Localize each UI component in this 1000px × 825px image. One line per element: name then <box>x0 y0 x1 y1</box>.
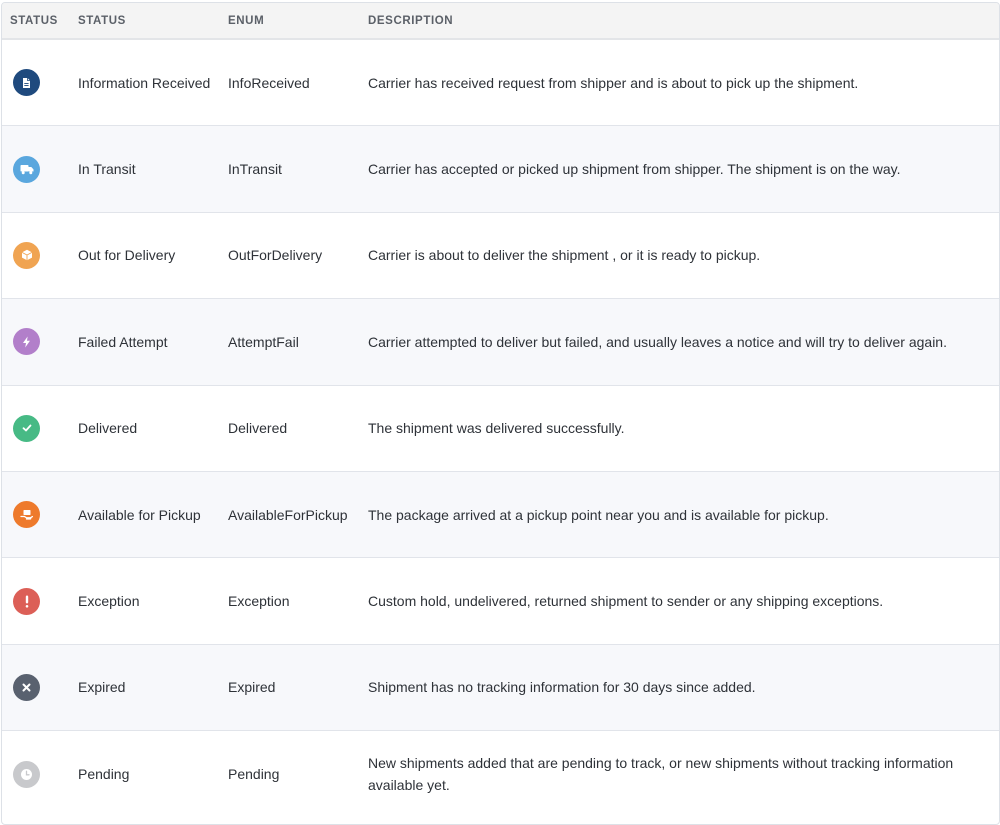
status-name: Delivered <box>78 420 138 437</box>
document-icon <box>13 69 40 96</box>
exclamation-icon <box>13 588 40 615</box>
status-name: Failed Attempt <box>78 333 168 350</box>
status-enum: AttemptFail <box>228 333 299 350</box>
status-description: Carrier is about to deliver the shipment , or it is ready to pickup. <box>368 247 761 264</box>
status-description: Carrier has received request from shipper and is about to pick up the shipment. <box>368 74 859 91</box>
status-enum: InfoReceived <box>228 74 310 91</box>
status-name: In Transit <box>78 161 136 178</box>
header-description: DESCRIPTION <box>368 14 454 27</box>
table-header <box>2 3 999 40</box>
status-enum: Exception <box>228 593 290 610</box>
pickup-icon <box>13 501 40 528</box>
status-name: Out for Delivery <box>78 247 176 264</box>
status-description: The shipment was delivered successfully. <box>368 420 625 437</box>
status-name: Available for Pickup <box>78 506 201 523</box>
status-table <box>1 2 1000 825</box>
table-row <box>2 299 999 385</box>
status-enum: Delivered <box>228 420 288 437</box>
table-row <box>2 40 999 126</box>
status-description: The package arrived at a pickup point near you and is available for pickup. <box>368 506 829 523</box>
lightning-icon <box>13 328 40 355</box>
header-enum: ENUM <box>228 14 265 27</box>
status-name: Information Received <box>78 74 211 91</box>
status-enum: InTransit <box>228 161 282 178</box>
check-icon <box>13 415 40 442</box>
status-icon-cell <box>2 501 68 528</box>
x-icon <box>13 674 40 701</box>
truck-icon <box>13 156 40 183</box>
status-enum: AvailableForPickup <box>228 506 348 523</box>
table-row <box>2 558 999 644</box>
table-row <box>2 213 999 299</box>
header-icon-status: STATUS <box>10 14 58 27</box>
table-row <box>2 386 999 472</box>
status-icon-cell <box>2 415 68 442</box>
status-description: Carrier has accepted or picked up shipment from shipper. The shipment is on the way. <box>368 161 901 178</box>
status-description: Carrier attempted to deliver but failed, and usually leaves a notice and will try to deliver again. <box>368 333 947 350</box>
status-icon-cell <box>2 588 68 615</box>
status-enum: Pending <box>228 766 280 783</box>
status-icon-cell <box>2 156 68 183</box>
status-icon-cell <box>2 674 68 701</box>
status-description: Custom hold, undelivered, returned shipment to sender or any shipping exceptions. <box>368 593 884 610</box>
table-body <box>2 40 999 818</box>
status-name: Pending <box>78 766 130 783</box>
box-icon <box>13 242 40 269</box>
status-icon-cell <box>2 69 68 96</box>
status-description: Shipment has no tracking information for 30 days since added. <box>368 679 756 696</box>
table-row <box>2 126 999 212</box>
status-icon-cell <box>2 761 68 788</box>
status-icon-cell <box>2 328 68 355</box>
status-enum: OutForDelivery <box>228 247 323 264</box>
table-row <box>2 472 999 558</box>
header-status: STATUS <box>78 14 126 27</box>
clock-icon <box>13 761 40 788</box>
status-enum: Expired <box>228 679 276 696</box>
status-description: New shipments added that are pending to track, or new shipments without tracking information available yet. <box>368 755 954 794</box>
table-row <box>2 731 999 817</box>
status-icon-cell <box>2 242 68 269</box>
status-name: Exception <box>78 593 140 610</box>
status-name: Expired <box>78 679 126 696</box>
table-row <box>2 645 999 731</box>
